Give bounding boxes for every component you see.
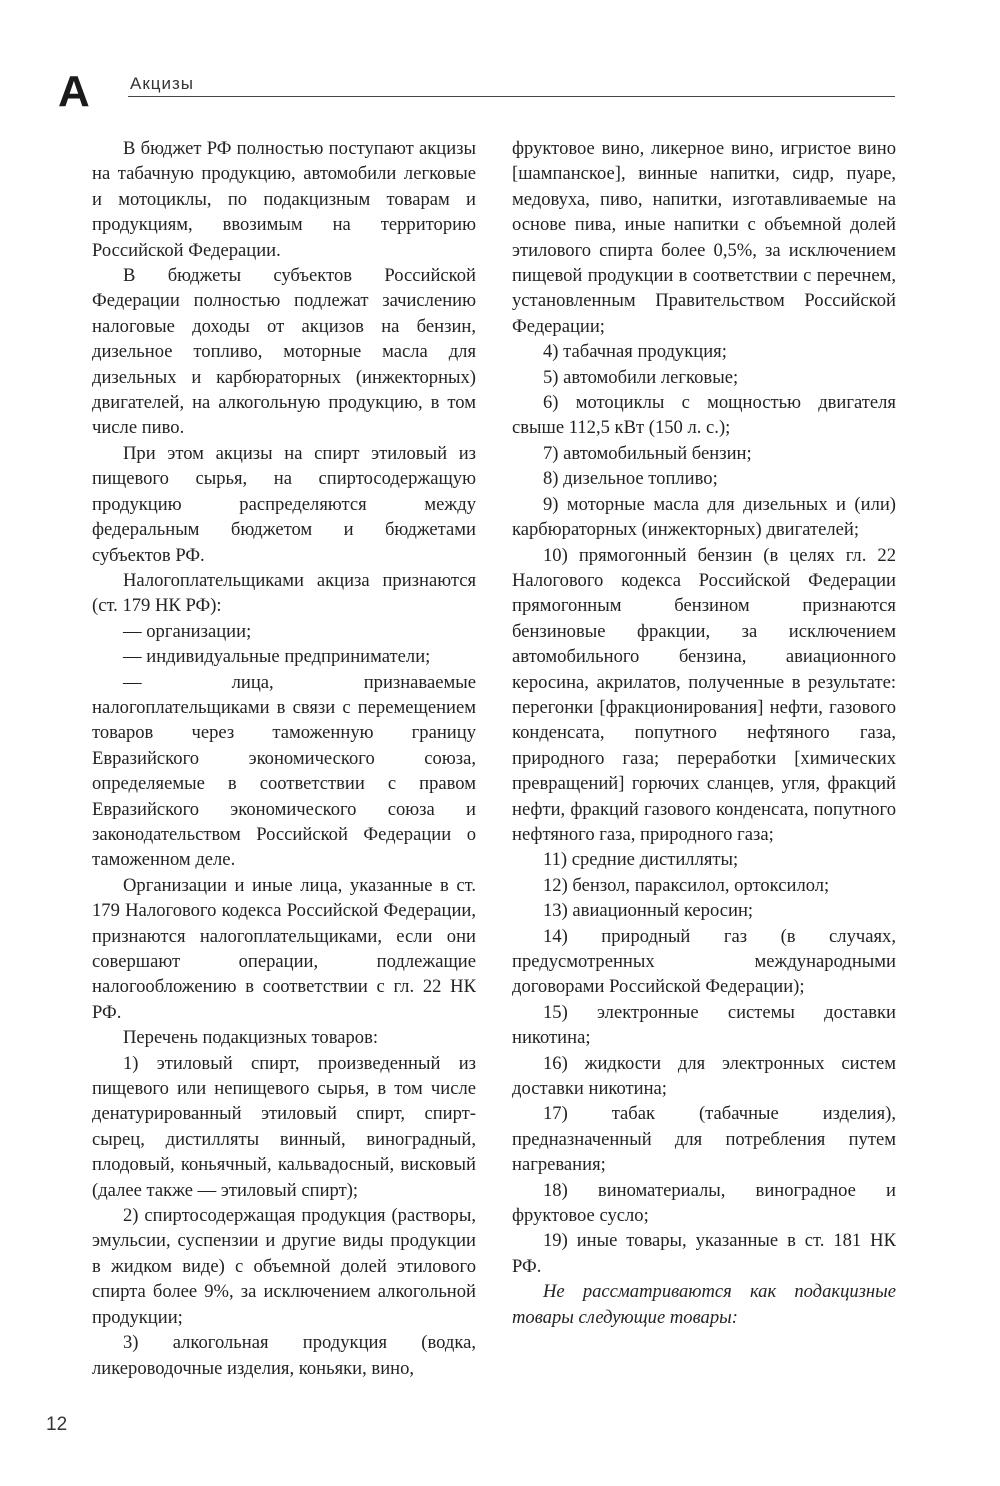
paragraph: Перечень подакцизных товаров:: [123, 1027, 379, 1049]
list-item: 4) табачная продукция;: [543, 341, 727, 363]
list-item: 6) мотоциклы с мощностью двигателя свыше 112,5 кВт (150 л. с.);: [512, 392, 896, 439]
section-letter: А: [58, 67, 90, 116]
list-item: 11) средние дистилляты;: [543, 849, 739, 871]
list-item: 3) алкогольная продукция (водка, ликероводочные изделия, коньяки, вино,: [92, 1332, 476, 1379]
list-item: 8) дизельное топливо;: [543, 468, 718, 490]
header-rule: [128, 96, 895, 97]
list-item: 2) спиртосодержащая продукция (растворы, эмульсии, суспензии и другие виды продукции в жидком виде) с объемной долей этилового спирта более 9%, за исключением алкогольной продукции;: [92, 1205, 476, 1328]
list-item: 1) этиловый спирт, произведенный из пищевого или непищевого сырья, в том числе денатурированный этиловый спирт, спирт-сырец, дистилляты винный, виноградный, плодовый, коньячный, кальвадосный, висковый (далее также — этиловый спирт);: [92, 1052, 476, 1201]
left-column: [92, 136, 476, 1381]
list-item: 5) автомобили легковые;: [543, 366, 739, 388]
list-item: 16) жидкости для электронных систем доставки никотина;: [512, 1052, 896, 1100]
list-item: — лица, признаваемые налогоплательщиками в связи с перемещением товаров через таможенную границу Евразийского экономического союза, определяемые в соответствии с правом Евразийского экономического союза и законодательством Российской Федерации о таможенном деле.: [92, 671, 476, 871]
list-item: 15) электронные системы доставки никотина;: [512, 1001, 896, 1049]
list-item: 17) табак (табачные изделия), предназначенный для потребления путем нагревания;: [512, 1103, 896, 1176]
list-item: 12) бензол, параксилол, ортоксилол;: [543, 874, 830, 896]
paragraph: Налогоплательщиками акциза признаются (ст. 179 НК РФ):: [92, 569, 476, 617]
right-column: [512, 136, 896, 1330]
page-number: 12: [46, 1414, 68, 1435]
list-item: 19) иные товары, указанные в ст. 181 НК РФ.: [512, 1230, 896, 1277]
list-item: — организации;: [123, 620, 252, 642]
list-item: — индивидуальные предприниматели;: [123, 646, 431, 668]
paragraph: Организации и иные лица, указанные в ст. 179 Налогового кодекса Российской Федерации, признаются налогоплательщиками, если они совершают операции, подлежащие налогообложению в соответствии с гл. 22 НК РФ.: [92, 874, 476, 1023]
list-item: 10) прямогонный бензин (в целях гл. 22 Налогового кодекса Российской Федерации прямогонным бензином признаются бензиновые фракции, за исключением автомобильного бензина, авиационного керосина, акрилатов, полученные в результате: перегонки [фракционирования] нефти, газового конденсата, попутного нефтяного газа, природного газа; переработки [химических превращений] горючих сланцев, угля, фракций нефти, фракций газового конденсата, попутного нефтяного газа, природного газа;: [512, 544, 896, 845]
list-item: 7) автомобильный бензин;: [543, 442, 752, 464]
list-item: 18) виноматериалы, виноградное и фруктовое сусло;: [512, 1179, 896, 1227]
list-item: 9) моторные масла для дизельных и (или) карбюраторных (инжекторных) двигателей;: [512, 493, 896, 541]
list-item: 14) природный газ (в случаях, предусмотренных международными договорами Российской Федерации);: [512, 925, 896, 998]
list-item: 13) авиационный керосин;: [543, 900, 754, 922]
paragraph: При этом акцизы на спирт этиловый из пищевого сырья, на спиртосодержащую продукцию распределяются между федеральным бюджетом и бюджетами субъектов РФ.: [92, 442, 476, 566]
paragraph: В бюджеты субъектов Российской Федерации полностью подлежат зачислению налоговые доходы от акцизов на бензин, дизельное топливо, моторные масла для дизельных и карбюраторных (инжекторных) двигателей, на алкогольную продукцию, в том числе пиво.: [92, 265, 476, 439]
running-title: Акцизы: [130, 74, 195, 93]
paragraph: В бюджет РФ полностью поступают акцизы на табачную продукцию, автомобили легковые и мотоциклы, по подакцизным товарам и продукциям, ввозимым на территорию Российской Федерации.: [92, 138, 476, 261]
paragraph: фруктовое вино, ликерное вино, игристое вино [шампанское], винные напитки, сидр, пуаре, медовуха, пиво, напитки, изготавливаемые на основе пива, иные напитки с объемной долей этилового спирта более 0,5%, за исключением пищевой продукции в соответствии с перечнем, установленным Правительством Российской Федерации;: [512, 138, 896, 337]
italic-note: Не рассматриваются как подакцизные товары следующие товары:: [512, 1281, 896, 1328]
